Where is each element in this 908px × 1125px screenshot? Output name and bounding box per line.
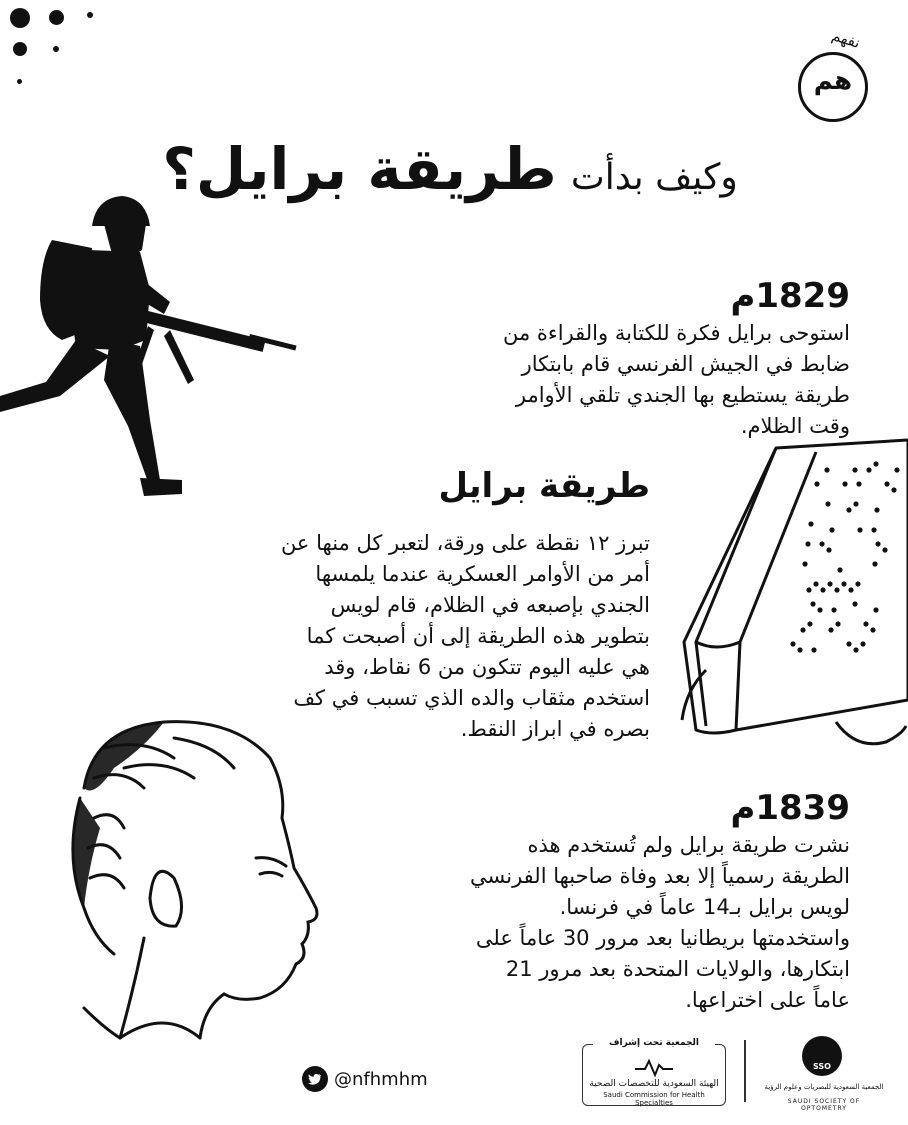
braille-dot [852,601,857,606]
braille-dot [819,541,824,546]
braille-dot [790,641,795,646]
braille-dot [894,467,899,472]
sso-name-ar: الجمعية السعودية للبصريات وعلوم الرؤية [764,1083,884,1091]
braille-dot [870,627,875,632]
braille-dot [863,621,868,626]
braille-dot [807,621,812,626]
section-1839-year: 1839م [730,788,850,828]
heartbeat-icon [633,1057,675,1077]
supervision-label: الجمعية تحت إشراف [593,1038,715,1049]
sso-badge: SSO [813,1062,831,1071]
sso-name-en: SAUDI SOCIETY OF OPTOMETRY [787,1098,861,1112]
braille-dot [871,527,876,532]
braille-dot [853,501,858,506]
footer-divider [744,1040,746,1102]
braille-dot [829,527,834,532]
braille-dot [825,501,830,506]
braille-dot [842,481,847,486]
braille-dot [875,541,880,546]
title-main: طريقة برايل؟ [162,135,557,203]
braille-dot [805,541,810,546]
braille-dot [852,467,857,472]
braille-dot [874,507,879,512]
braille-dot [827,581,832,586]
braille-dot [860,641,865,646]
title-prefix: وكيف بدأت [570,157,738,198]
braille-dot [873,461,878,466]
section-1829-year: 1829م [730,276,850,316]
braille-dot [811,647,816,652]
braille-dot [872,561,877,566]
braille-dot [835,621,840,626]
braille-dot [891,487,896,492]
section-method-heading: طريقة برايل [438,466,650,506]
soldier-silhouette-illustration [0,190,300,510]
braille-dot [856,481,861,486]
brand-logo [792,26,882,120]
braille-dot [857,527,862,532]
braille-dot [826,547,831,552]
section-1829-text: استوحى برايل فكرة للكتابة والقراءة من ضابط في الجيش الفرنسي قام بابتكار طريقة يستطيع بها الجندي تلقي الأوامر وقت الظلام. [502,321,850,438]
braille-dot [797,647,802,652]
braille-dot [806,587,811,592]
braille-book-illustration [676,430,908,750]
page-title [140,118,760,203]
braille-dot [884,481,889,486]
brand-logo-arc-text: نفهم [829,26,863,52]
scfhs-name-en: Saudi Commission for Health Specialties [603,1091,705,1107]
brand-logo-text: هم [813,66,853,96]
twitter-link[interactable] [302,1066,428,1092]
braille-dot [802,561,807,566]
twitter-icon [302,1066,328,1092]
louis-braille-portrait-illustration [24,708,334,1048]
braille-dot [800,627,805,632]
braille-dot [866,467,871,472]
braille-dot [810,601,815,606]
braille-dot [820,587,825,592]
braille-dot [831,607,836,612]
braille-dot [846,507,851,512]
braille-dot [873,607,878,612]
braille-dot [824,467,829,472]
sso-logo [764,1036,884,1114]
braille-dot [813,581,818,586]
section-1839-text: نشرت طريقة برايل ولم تُستخدم هذه الطريقة رسمياً إلا بعد وفاة صاحبها الفرنسي لويس برايل بـ14 عاماً في فرنسا. واستخدمتها بريطانيا بعد مرور 30 عاماً على ابتكارها، والولايات المتحدة بعد مرور 21 عاماً على اختراعها. [470,833,850,1012]
braille-dot [853,647,858,652]
braille-dot [846,641,851,646]
braille-dot [841,581,846,586]
braille-dot [837,567,842,572]
section-method-text: تبرز ١٢ نقطة على ورقة، لتعبر كل منها عن أمر من الأوامر العسكرية عندما يلمسها الجندي بإصبعه في الظلام، قام لويس بتطوير هذه الطريقة إلى أن أصبحت كما هي عليه اليوم تتكون من 6 نقاط، وقد استخدم مثقاب والده الذي تسبب في كف بصره في ابراز النقط. [280,531,650,741]
braille-dot [855,581,860,586]
braille-dot [814,481,819,486]
braille-dot [834,587,839,592]
braille-dot [882,547,887,552]
scfhs-logo-box [582,1038,726,1107]
scfhs-name-ar: الهيئة السعودية للتخصصات الصحية [589,1079,719,1089]
braille-dot [808,521,813,526]
braille-dot [828,627,833,632]
twitter-handle: @nfhmhm [334,1068,428,1090]
braille-dot [817,607,822,612]
braille-dot [848,587,853,592]
